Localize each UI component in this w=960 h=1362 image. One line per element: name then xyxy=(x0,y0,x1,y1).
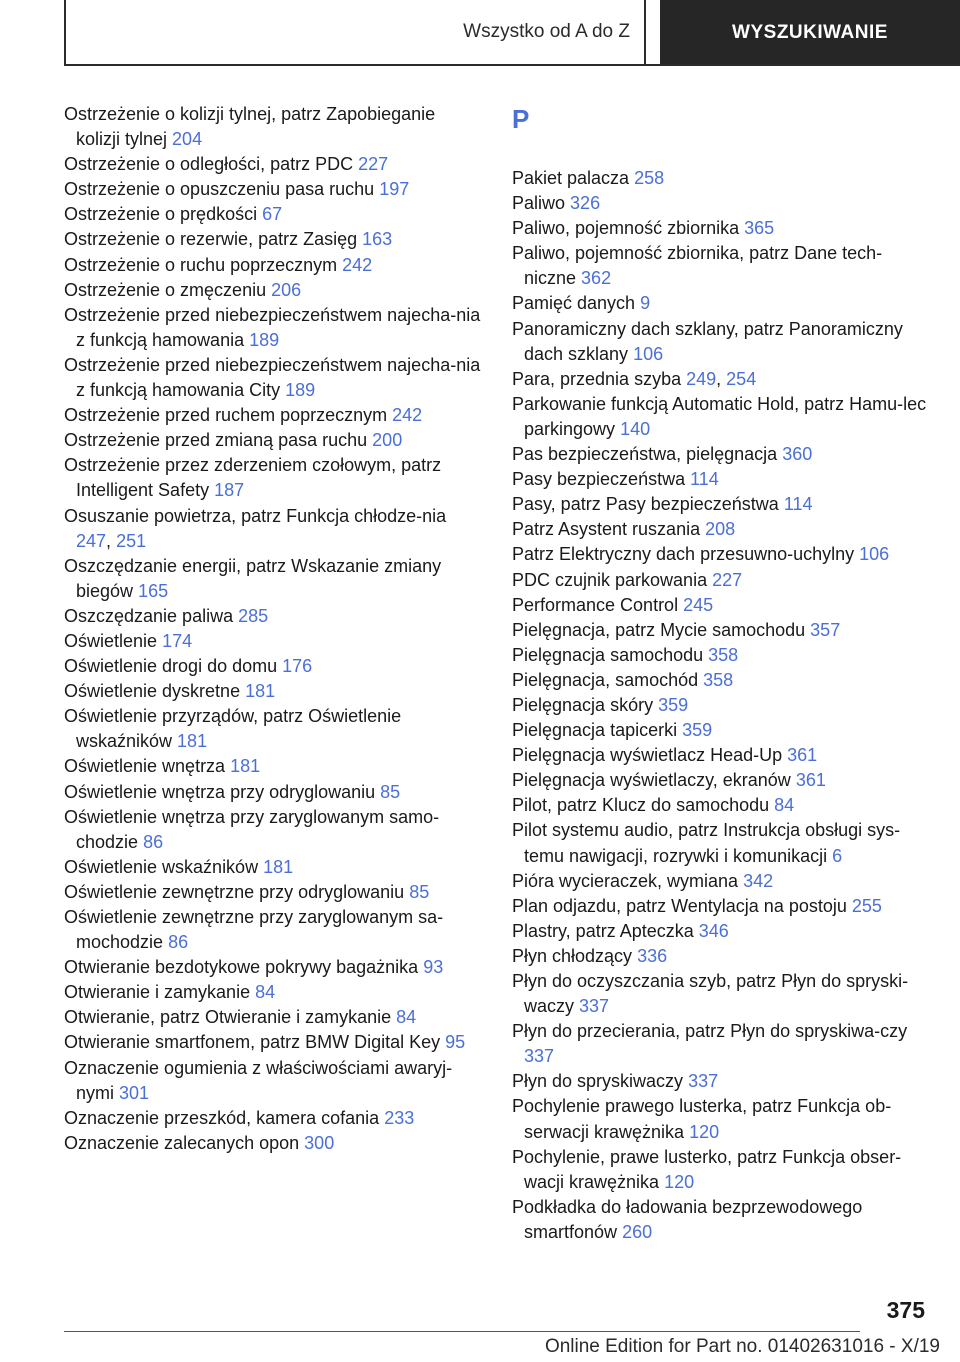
index-entry-text: Paliwo, pojemność zbiornika xyxy=(512,218,740,239)
header-divider xyxy=(64,64,960,66)
index-entry-text: Ostrzeżenie o odległości, patrz PDC xyxy=(64,154,354,175)
index-entry-text: Ostrzeżenie przed niebezpieczeństwem najecha‐nia z funkcją hamowania xyxy=(64,304,481,350)
page-reference-link[interactable]: 254 xyxy=(726,368,757,389)
page-reference-link[interactable]: 85 xyxy=(409,881,430,902)
page-reference-link[interactable]: 337 xyxy=(524,1046,555,1067)
page-reference-link[interactable]: 361 xyxy=(795,770,826,791)
page-reference-link[interactable]: 358 xyxy=(708,644,739,665)
index-entry xyxy=(64,629,482,654)
index-entry xyxy=(64,805,482,855)
page-reference-link[interactable]: 181 xyxy=(263,856,294,877)
index-entry xyxy=(64,227,482,252)
index-entry-text: Patrz Asystent ruszania xyxy=(512,519,701,540)
index-entry-text: Pilot systemu audio, patrz Instrukcja obsługi sys‐temu nawigacji, rozrywki i komunikacji xyxy=(512,820,901,866)
page-reference-link[interactable]: 359 xyxy=(658,694,689,715)
index-entry xyxy=(512,568,932,593)
index-entry xyxy=(512,718,932,743)
page-reference-link[interactable]: 227 xyxy=(712,569,743,590)
index-entry-text: Oświetlenie dyskretne xyxy=(64,681,241,702)
page-reference-link[interactable]: 362 xyxy=(581,268,612,289)
page-reference-link[interactable]: 227 xyxy=(358,154,389,175)
index-entry xyxy=(512,467,932,492)
index-entry xyxy=(512,593,932,618)
page-reference-link[interactable]: 206 xyxy=(271,279,302,300)
page-reference-link[interactable]: 242 xyxy=(392,405,423,426)
index-entry xyxy=(512,743,932,768)
page-reference-link[interactable]: 337 xyxy=(688,1071,719,1092)
index-entry-text: Oświetlenie wnętrza xyxy=(64,756,226,777)
index-entry-text: Performance Control xyxy=(512,594,679,615)
index-entry xyxy=(512,1019,932,1069)
index-entry xyxy=(512,894,932,919)
index-entry-text: Pochylenie prawego lusterka, patrz Funkcja ob‐serwacji krawężnika xyxy=(512,1096,892,1142)
index-entry xyxy=(64,880,482,905)
index-entry-text: Pakiet palacza xyxy=(512,168,630,188)
index-entries-right xyxy=(512,166,932,1245)
page-reference-link[interactable]: 300 xyxy=(304,1132,335,1153)
index-entry-text: Oszczędzanie paliwa xyxy=(64,605,234,626)
index-entry-text: Oświetlenie xyxy=(64,630,158,651)
page-reference-link[interactable]: 140 xyxy=(620,418,651,439)
page-reference-link[interactable]: 247 xyxy=(76,530,107,551)
index-entry-text: Oświetlenie zewnętrzne przy odryglowaniu xyxy=(64,881,405,902)
index-entry xyxy=(512,793,932,818)
page-reference-link[interactable]: 249 xyxy=(686,368,717,389)
index-entry xyxy=(64,754,482,779)
page-reference-link[interactable]: 255 xyxy=(851,895,882,916)
index-entry xyxy=(512,919,932,944)
index-entry xyxy=(512,818,932,868)
index-entry xyxy=(64,303,482,353)
index-entry-text: Plan odjazdu, patrz Wentylacja na postoju xyxy=(512,895,847,916)
index-entry xyxy=(64,253,482,278)
page-reference-link[interactable]: 233 xyxy=(384,1107,415,1128)
index-entry xyxy=(64,679,482,704)
page-reference-link[interactable]: 208 xyxy=(705,519,736,540)
page-reference-link[interactable]: 181 xyxy=(245,681,276,702)
index-entry-text: Ostrzeżenie przed zmianą pasa ruchu xyxy=(64,430,368,451)
index-entry xyxy=(64,955,482,980)
index-entry xyxy=(512,1145,932,1195)
page-reference-link[interactable]: 120 xyxy=(689,1121,720,1142)
page-reference-link[interactable]: 258 xyxy=(634,168,665,188)
page-reference-link[interactable]: 86 xyxy=(168,932,189,953)
index-entry xyxy=(512,643,932,668)
index-entry xyxy=(64,1005,482,1030)
index-entry-text: Oszczędzanie energii, patrz Wskazanie zmiany biegów xyxy=(64,555,442,601)
index-entry-text: PDC czujnik parkowania xyxy=(512,569,708,590)
index-entry xyxy=(64,102,482,152)
page-reference-link[interactable]: 285 xyxy=(238,605,269,626)
index-entry xyxy=(64,278,482,303)
page-reference-link[interactable]: 360 xyxy=(782,444,813,465)
index-entry-text: Para, przednia szyba xyxy=(512,368,682,389)
page-reference-link[interactable]: 165 xyxy=(138,580,169,601)
index-entry-text: Płyn do spryskiwaczy xyxy=(512,1071,684,1092)
page-reference-link[interactable]: 242 xyxy=(342,254,373,275)
index-entry xyxy=(512,392,932,442)
index-entry xyxy=(512,1069,932,1094)
index-entry-text: Oświetlenie przyrządów, patrz Oświetlenie wskaźników xyxy=(64,706,402,752)
index-entry xyxy=(512,166,932,191)
tab-a-to-z[interactable] xyxy=(64,0,646,64)
index-entry xyxy=(512,693,932,718)
index-entry-text: Ostrzeżenie przed niebezpieczeństwem najecha‐nia z funkcją hamowania City xyxy=(64,354,481,401)
page-reference-link[interactable]: 301 xyxy=(119,1082,150,1103)
index-entry-text: Ostrzeżenie o kolizji tylnej, patrz Zapobieganie kolizji tylnej xyxy=(64,104,436,150)
index-entry xyxy=(64,905,482,955)
index-entry-text: Pas bezpieczeństwa, pielęgnacja xyxy=(512,444,778,465)
page-reference-link[interactable]: 6 xyxy=(832,845,843,866)
index-entry xyxy=(512,869,932,894)
index-entry-text: Oświetlenie wskaźników xyxy=(64,856,259,877)
index-column-left xyxy=(64,102,482,1156)
tab-a-to-z-label: Wszystko od A do Z xyxy=(463,21,630,42)
index-entry xyxy=(64,152,482,177)
index-entry-text: Otwieranie smartfonem, patrz BMW Digital Key xyxy=(64,1032,441,1053)
index-entry xyxy=(512,241,932,291)
page-reference-link[interactable]: 365 xyxy=(744,218,775,239)
index-entry-text: Oświetlenie drogi do domu xyxy=(64,656,278,677)
index-entry xyxy=(64,403,482,428)
index-entry xyxy=(512,1094,932,1144)
index-entry xyxy=(512,768,932,793)
page-reference-link[interactable]: 176 xyxy=(282,656,313,677)
index-entry xyxy=(64,202,482,227)
page-reference-link[interactable]: 120 xyxy=(664,1171,695,1192)
page-number: 375 xyxy=(886,1297,925,1323)
index-entry xyxy=(64,780,482,805)
index-entry-text: Paliwo, pojemność zbiornika, patrz Dane tech‐niczne xyxy=(512,243,883,289)
index-entry xyxy=(512,492,932,517)
index-entry xyxy=(512,618,932,643)
index-entry xyxy=(512,291,932,316)
index-entry-text: Oświetlenie wnętrza przy odryglowaniu xyxy=(64,781,376,802)
index-entry xyxy=(64,604,482,629)
index-entry-text: Osuszanie powietrza, patrz Funkcja chłodze‐nia xyxy=(64,505,447,526)
page-reference-link[interactable]: 9 xyxy=(640,293,651,314)
index-entry xyxy=(64,704,482,754)
index-entry-text: Oświetlenie zewnętrzne przy zaryglowanym sa‐mochodzie xyxy=(64,907,444,953)
page-reference-link[interactable]: 189 xyxy=(285,380,316,401)
index-entry-text: Ostrzeżenie przed ruchem poprzecznym xyxy=(64,405,388,426)
index-entry-text: Parkowanie funkcją Automatic Hold, patrz Hamu‐lec parkingowy xyxy=(512,393,927,439)
index-entry xyxy=(512,517,932,542)
index-entry xyxy=(64,855,482,880)
footer-edition-text: Online Edition for Part no. 01402631016 - X/19 xyxy=(544,1336,940,1357)
index-entry xyxy=(512,668,932,693)
page-reference-link[interactable]: 200 xyxy=(372,430,403,451)
index-entry xyxy=(512,442,932,467)
index-entry-text: Płyn chłodzący xyxy=(512,945,633,966)
page-reference-link[interactable]: 337 xyxy=(579,996,610,1017)
index-entry-text: Otwieranie bezdotykowe pokrywy bagażnika xyxy=(64,957,419,978)
page-reference-link[interactable]: 84 xyxy=(396,1007,417,1028)
index-entry xyxy=(64,1056,482,1106)
page-reference-link[interactable]: 358 xyxy=(703,669,734,690)
page-reference-link[interactable]: 245 xyxy=(683,594,714,615)
page-reference-link[interactable]: 346 xyxy=(698,920,729,941)
index-entry-text: Patrz Elektryczny dach przesuwno-uchylny xyxy=(512,544,855,565)
page-reference-link[interactable]: 204 xyxy=(172,129,203,150)
index-entry-text: Pasy, patrz Pasy bezpieczeństwa xyxy=(512,494,779,515)
index-entry-text: Pielęgnacja tapicerki xyxy=(512,720,678,741)
index-entry xyxy=(64,177,482,202)
index-entry-text: Ostrzeżenie przez zderzeniem czołowym, patrz Intelligent Safety xyxy=(64,455,442,501)
page-reference-link[interactable]: 114 xyxy=(690,469,719,490)
page-reference-link[interactable]: 67 xyxy=(262,204,283,225)
page-reference-link[interactable]: 326 xyxy=(570,193,601,214)
index-entry-text: Oznaczenie ogumienia z właściwościami awaryj‐nymi xyxy=(64,1057,453,1103)
index-entry-text: Pilot, patrz Klucz do samochodu xyxy=(512,795,770,816)
index-entry xyxy=(64,353,482,403)
page-reference-link[interactable]: 85 xyxy=(380,781,401,802)
page-reference-link[interactable]: 260 xyxy=(622,1221,653,1242)
index-entry-text: Oznaczenie zalecanych opon xyxy=(64,1132,300,1153)
index-entry-text: Oznaczenie przeszkód, kamera cofania xyxy=(64,1107,380,1128)
page-reference-link[interactable]: 106 xyxy=(633,343,664,364)
index-entry-text: Ostrzeżenie o zmęczeniu xyxy=(64,279,267,300)
footer-divider xyxy=(64,1331,860,1332)
index-entry xyxy=(512,317,932,367)
page-reference-link[interactable]: 336 xyxy=(637,945,668,966)
index-entry-text: Pielęgnacja wyświetlaczy, ekranów xyxy=(512,770,791,791)
page-reference-link[interactable]: 181 xyxy=(177,731,208,752)
page-reference-link[interactable]: 106 xyxy=(859,544,890,565)
index-entry xyxy=(64,428,482,453)
index-entry-text: Otwieranie i zamykanie xyxy=(64,982,251,1003)
page-reference-link[interactable]: 342 xyxy=(743,870,774,891)
index-entry-text: Pielęgnacja wyświetlacz Head-Up xyxy=(512,745,783,766)
index-entry-text: Ostrzeżenie o opuszczeniu pasa ruchu xyxy=(64,179,375,200)
page-reference-link[interactable]: 181 xyxy=(230,756,261,777)
page-reference-link[interactable]: 197 xyxy=(379,179,410,200)
index-entry: Osuszanie powietrza, patrz Funkcja chłodze‐nia 247, 251 xyxy=(64,505,447,551)
index-entry-text: Paliwo xyxy=(512,193,566,214)
index-entry xyxy=(512,216,932,241)
page-reference-link[interactable]: 174 xyxy=(162,630,193,651)
index-entry-text: Ostrzeżenie o prędkości xyxy=(64,204,258,225)
index-entry xyxy=(512,944,932,969)
index-entry xyxy=(512,1195,932,1245)
index-entry xyxy=(512,542,932,567)
page-reference-link[interactable]: 114 xyxy=(783,494,813,515)
index-entry-text: Pamięć danych xyxy=(512,293,636,314)
page-reference-link[interactable]: 163 xyxy=(362,229,393,250)
index-entry-text: Ostrzeżenie o rezerwie, patrz Zasięg xyxy=(64,229,358,250)
index-entry xyxy=(64,1131,482,1156)
page-reference-link[interactable]: 251 xyxy=(116,530,147,551)
index-entry-text: Pielęgnacja, patrz Mycie samochodu xyxy=(512,619,806,640)
index-entry-text: Otwieranie, patrz Otwieranie i zamykanie xyxy=(64,1007,392,1028)
page-reference-link[interactable]: 84 xyxy=(255,982,276,1003)
index-entry xyxy=(512,969,932,1019)
index-entry-text: Płyn do oczyszczania szyb, patrz Płyn do spryski‐waczy xyxy=(512,971,909,1017)
index-entry xyxy=(64,654,482,679)
index-entry-text: Pasy bezpieczeństwa xyxy=(512,469,686,490)
page-reference-link[interactable]: 93 xyxy=(423,957,444,978)
index-entry xyxy=(64,980,482,1005)
tab-search[interactable] xyxy=(660,0,960,66)
page-reference-link[interactable]: 189 xyxy=(249,329,280,350)
index-letter-heading: P xyxy=(512,104,530,134)
index-entry-text: Pochylenie, prawe lusterko, patrz Funkcja obser‐wacji krawężnika xyxy=(512,1146,902,1192)
index-entry-text: Ostrzeżenie o ruchu poprzecznym xyxy=(64,254,338,275)
index-entry: Para, przednia szyba 249, 254 xyxy=(512,368,757,389)
index-entry xyxy=(64,554,482,604)
index-entry xyxy=(512,191,932,216)
index-entry-text: Panoramiczny dach szklany, patrz Panoramiczny dach szklany xyxy=(512,318,903,364)
index-entry xyxy=(64,453,482,503)
index-entry xyxy=(64,1030,482,1055)
index-entry-text: Pióra wycieraczek, wymiana xyxy=(512,870,739,891)
page-reference-link[interactable]: 359 xyxy=(682,720,713,741)
page-reference-link[interactable]: 357 xyxy=(810,619,841,640)
page-reference-link[interactable]: 361 xyxy=(787,745,818,766)
index-entry-text: Płyn do przecierania, patrz Płyn do spryskiwa‐czy xyxy=(512,1021,908,1042)
page-reference-link[interactable]: 95 xyxy=(445,1032,466,1053)
index-column-right xyxy=(512,102,932,1245)
index-entry-text: Plastry, patrz Apteczka xyxy=(512,920,694,941)
index-entry xyxy=(64,1106,482,1131)
page-reference-link[interactable]: 187 xyxy=(214,480,245,501)
page-reference-link[interactable]: 86 xyxy=(143,831,164,852)
index-entry-text: Podkładka do ładowania bezprzewodowego smartfonów xyxy=(512,1196,863,1242)
index-entry-text: Oświetlenie wnętrza przy zaryglowanym samo‐chodzie xyxy=(64,806,440,852)
index-entry-text: Pielęgnacja, samochód xyxy=(512,669,699,690)
tab-search-label: WYSZUKIWANIE xyxy=(732,22,888,43)
index-entry-text: Pielęgnacja skóry xyxy=(512,694,654,715)
page-reference-link[interactable]: 84 xyxy=(774,795,795,816)
index-entry-text: Pielęgnacja samochodu xyxy=(512,644,704,665)
